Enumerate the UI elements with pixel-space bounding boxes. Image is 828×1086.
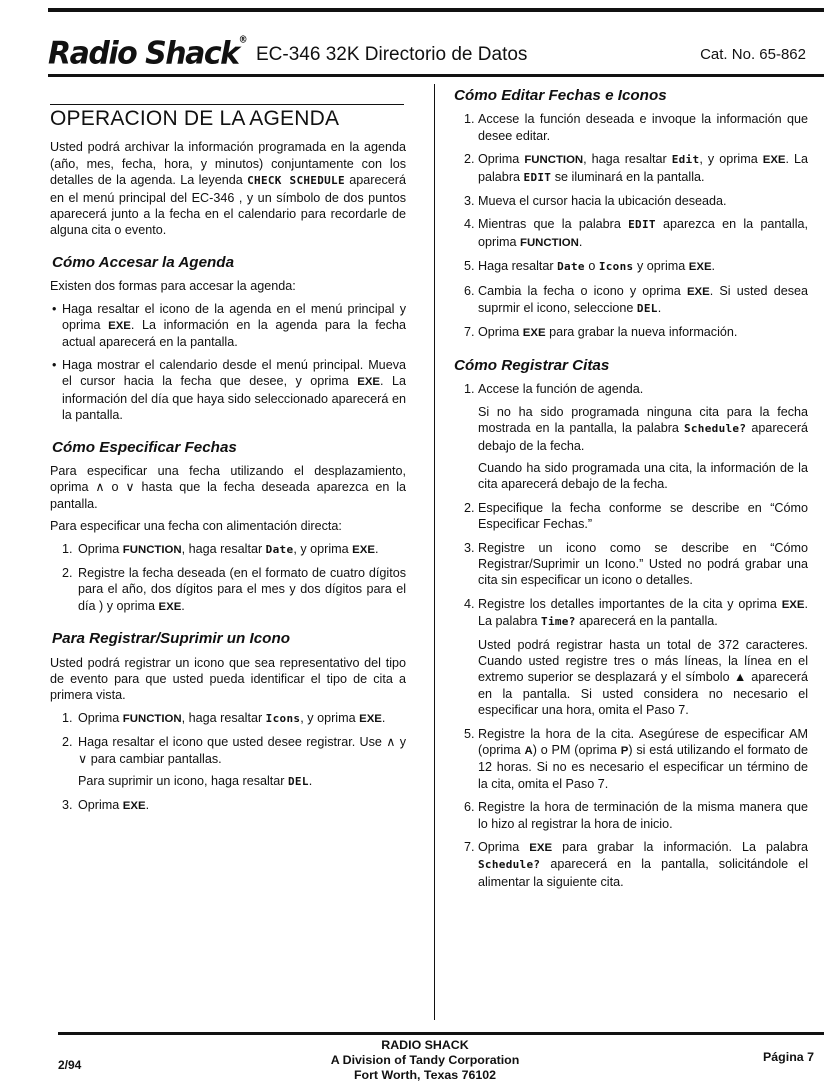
citas-characters-note: Usted podrá registrar hasta un total de 372 caracteres. Cuando usted registre tres o más líneas, la línea en el extremo superior se desplazará y el símbolo ▲ aparecerá en la pantalla. Si usted considera no necesario el especificar una hora, omita el Paso 7. — [478, 637, 809, 718]
list-item: 3. Mueva el cursor hacia la ubicación deseada. — [464, 194, 727, 209]
column-divider — [434, 84, 435, 1020]
list-item: 2. Especifique la fecha conforme se describe en “Cómo Especificar Fechas.” — [464, 500, 808, 532]
heading-registrar-icono: Para Registrar/Suprimir un Icono — [52, 630, 290, 648]
page-number: Página 7 — [763, 1050, 814, 1064]
icono-paragraph: Usted podrá registrar un icono que sea representativo del tipo de evento para que usted pueda identificar el tipo de cita a primera vista. — [50, 655, 406, 703]
heading-especificar-fechas: Cómo Especificar Fechas — [52, 438, 237, 456]
list-item: 1. Oprima FUNCTION, haga resaltar Date, y oprima EXE. — [62, 541, 379, 556]
especificar-scroll-paragraph: Para especificar una fecha utilizando el desplazamiento, oprima ∧ o ∨ hasta que la fecha deseada aparezca en la pantalla. — [50, 463, 407, 511]
list-item: 6. Registre la hora de terminación de la misma manera que lo hizo al registrar la hora de inicio. — [464, 800, 808, 831]
section-rule — [50, 104, 404, 105]
list-item: 2. Registre la fecha deseada (en el formato de cuatro dígitos para el año, dos dígitos para el mes y dos dígitos para el día ) y oprima EXE. — [62, 565, 406, 613]
up-arrow-icon: ∧ — [386, 735, 396, 750]
citas-steps — [452, 381, 808, 890]
editar-steps — [452, 111, 808, 341]
list-item: 3. Registre un icono como se describe en “Cómo Registrar/Suprimir un Icono.” Usted no podrá grabar una cita sin especificar un icono o detalles. — [464, 540, 808, 588]
footer-division: A Division of Tandy Corporation — [330, 1053, 520, 1067]
heading-accesar-agenda: Cómo Accesar la Agenda — [52, 253, 235, 271]
catalog-number: Cat. No. 65-862 — [700, 46, 806, 63]
footer-company: RADIO SHACK — [381, 1038, 469, 1052]
list-item: • Haga mostrar el calendario desde el menú principal. Mueva el cursor hacia la fecha que desee, y oprima EXE. La información del día que haya sido seleccionado aparecerá en la pantalla. — [50, 357, 406, 424]
list-item: 6. Cambia la fecha o icono y oprima EXE. Si usted desea suprmir el icono, seleccione DEL. — [464, 283, 809, 316]
footer-company-block — [290, 1038, 560, 1083]
footer-date: 2/94 — [58, 1058, 82, 1072]
list-item: 4. Mientras que la palabra EDIT aparezca en la pantalla, oprima FUNCTION. — [464, 217, 809, 249]
up-arrow-icon: ∧ — [95, 480, 105, 495]
heading-editar-fechas: Cómo Editar Fechas e Iconos — [454, 87, 667, 104]
especificar-direct-paragraph: Para especificar una fecha con alimentación directa: — [50, 519, 342, 534]
down-arrow-icon: ∨ — [78, 751, 88, 766]
footer-city: Fort Worth, Texas 76102 — [353, 1068, 497, 1082]
top-rule — [48, 8, 824, 12]
accesar-lead: Existen dos formas para accesar la agenda: — [50, 279, 296, 294]
accesar-list — [50, 301, 406, 424]
list-item: 2. Oprima FUNCTION, haga resaltar Edit, y oprima EXE. La palabra EDIT se iluminará en la pantalla. — [464, 152, 809, 184]
list-item: 1. Accese la función deseada e invoque la información que desee editar. — [464, 112, 808, 143]
triangle-up-icon: ▲ — [733, 670, 748, 685]
list-item: 1. Accese la función de agenda. Si no ha sido programada ninguna cita para la fecha mostrada en la pantalla, la palabra Schedule? aparecerá debajo de la fecha. Cuando ha sido programada una cita, la información de la cita aparecerá debajo de la fecha. — [464, 382, 809, 492]
left-column — [50, 84, 406, 822]
list-item: 2. Haga resaltar el icono que usted desee registrar. Use ∧ y ∨ para cambiar pantallas. Para suprimir un icono, haga resaltar DEL. — [50, 734, 406, 790]
down-arrow-icon: ∨ — [125, 480, 135, 495]
list-item: 5. Registre la hora de la cita. Asegúrese de especificar AM (oprima A) o PM (oprima P) si está utilizando el formato de 12 horas. Si no es necesario el especificar un término de la cita, omita el Paso 7. — [464, 726, 809, 791]
document-title: EC-346 32K Directorio de Datos — [256, 44, 528, 65]
especificar-steps — [50, 541, 406, 616]
list-item: 5. Haga resaltar Date o Icons y oprima EXE. — [464, 259, 716, 274]
list-item: 4. Registre los detalles importantes de la cita y oprima EXE. La palabra Time? aparecerá en la pantalla. Usted podrá registrar hasta un total de 372 caracteres. Cuando usted registre tres o más líneas, la línea en el extremo superior se desplazará y el símbolo ▲ aparecerá en la pantalla. Si usted considera no necesario el especificar una hora, omita el Paso 7. — [464, 596, 809, 718]
main-heading: OPERACION DE LA AGENDA — [50, 107, 340, 130]
list-item: 7. Oprima EXE para grabar la nueva información. — [464, 325, 738, 340]
page-header — [48, 36, 824, 74]
right-column — [452, 84, 808, 897]
icono-steps — [50, 710, 406, 815]
list-item: • Haga resaltar el icono de la agenda en el menú principal y oprima EXE. La información en la agenda para la fecha actual aparecerá en la pantalla. — [50, 301, 406, 351]
list-item: 7. Oprima EXE para grabar la información. La palabra Schedule? aparecerá en la pantalla, solicitándole el alimentar la siguiente cita. — [464, 840, 808, 889]
intro-paragraph: Usted podrá archivar la información programada en la agenda (año, mes, fecha, hora, y minutos) conjuntamente con los detalles de la agenda. La leyenda CHECK SCHEDULE aparecerá en el menú principal del EC-346 , y un símbolo de dos puntos aparecerá junto a la fecha en el calendario para recordarle de alguna cita o evento. — [50, 140, 406, 238]
citas-note-no-program: Si no ha sido programada ninguna cita para la fecha mostrada en la pantalla, la palabra Schedule? aparecerá debajo de la fecha. — [478, 404, 809, 453]
header-rule — [48, 74, 824, 77]
heading-registrar-citas: Cómo Registrar Citas — [454, 356, 610, 374]
footer-rule — [58, 1032, 824, 1035]
check-schedule-code: CHECK SCHEDULE — [247, 174, 345, 188]
radio-shack-logo: Radio Shack® — [48, 35, 248, 72]
suprimir-icono-note: Para suprimir un icono, haga resaltar DEL. — [78, 774, 313, 788]
citas-note-programmed: Cuando ha sido programada una cita, la información de la cita aparecerá debajo de la fecha. — [478, 460, 808, 492]
list-item: 1. Oprima FUNCTION, haga resaltar Icons, y oprima EXE. — [62, 710, 386, 725]
list-item: 3. Oprima EXE. — [62, 798, 150, 813]
